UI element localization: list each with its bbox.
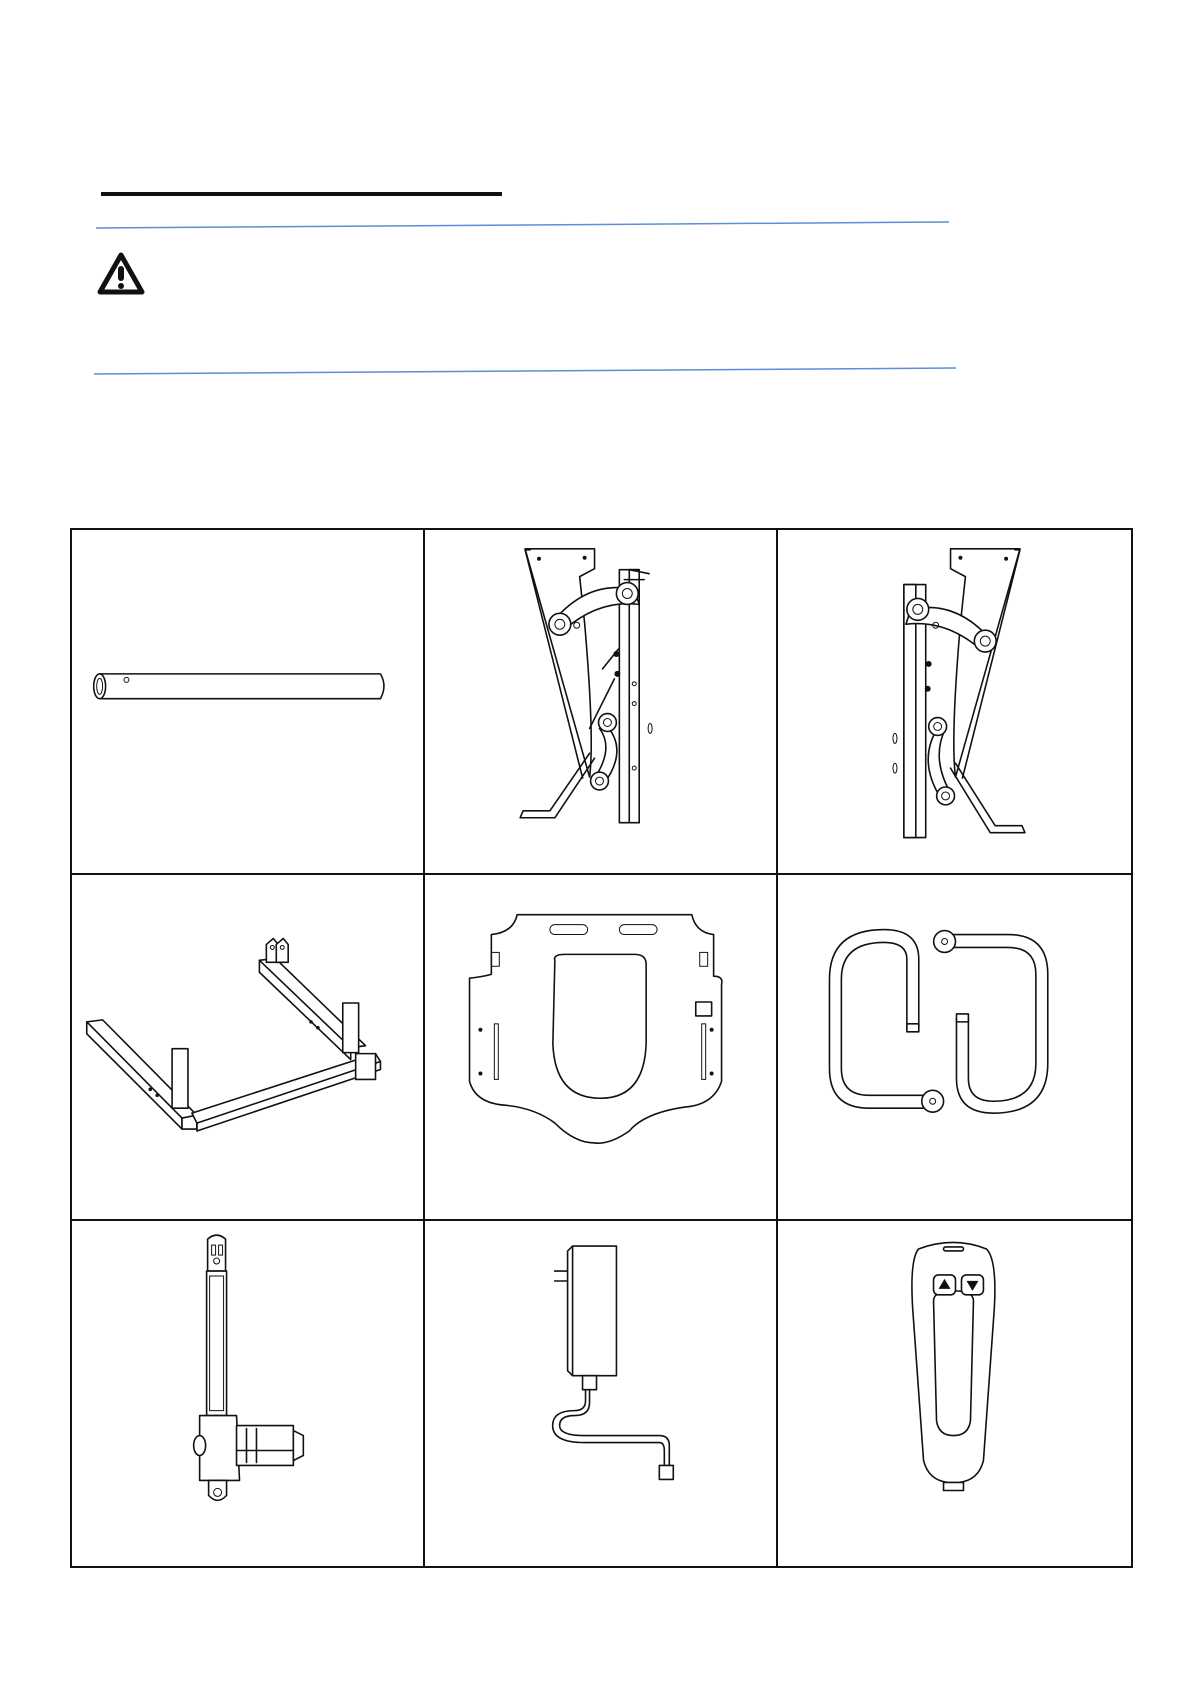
part-cell-tube: [72, 530, 425, 875]
part-cell-power-adapter: [425, 1221, 778, 1566]
hand-remote-icon: [778, 1221, 1131, 1566]
armrests-icon: [778, 875, 1131, 1218]
right-lift-hinge-icon: [778, 530, 1131, 873]
seat-plate-icon: [425, 875, 776, 1218]
notice-rules: [94, 222, 958, 374]
part-cell-left-hinge: [425, 530, 778, 875]
power-adapter-icon: [425, 1221, 776, 1566]
base-frame-icon: [72, 875, 423, 1218]
left-lift-hinge-icon: [425, 530, 776, 873]
part-cell-remote: [778, 1221, 1131, 1566]
parts-grid: [70, 528, 1133, 1568]
linear-actuator-icon: [72, 1221, 423, 1566]
section-title-underline: [101, 192, 502, 196]
part-cell-armrests: [778, 875, 1131, 1220]
support-tube-icon: [72, 530, 423, 873]
part-cell-seat-plate: [425, 875, 778, 1220]
part-cell-right-hinge: [778, 530, 1131, 875]
part-cell-actuator: [72, 1221, 425, 1566]
part-cell-base-frame: [72, 875, 425, 1220]
warning-notice: [94, 222, 958, 374]
warning-icon: [97, 252, 145, 296]
